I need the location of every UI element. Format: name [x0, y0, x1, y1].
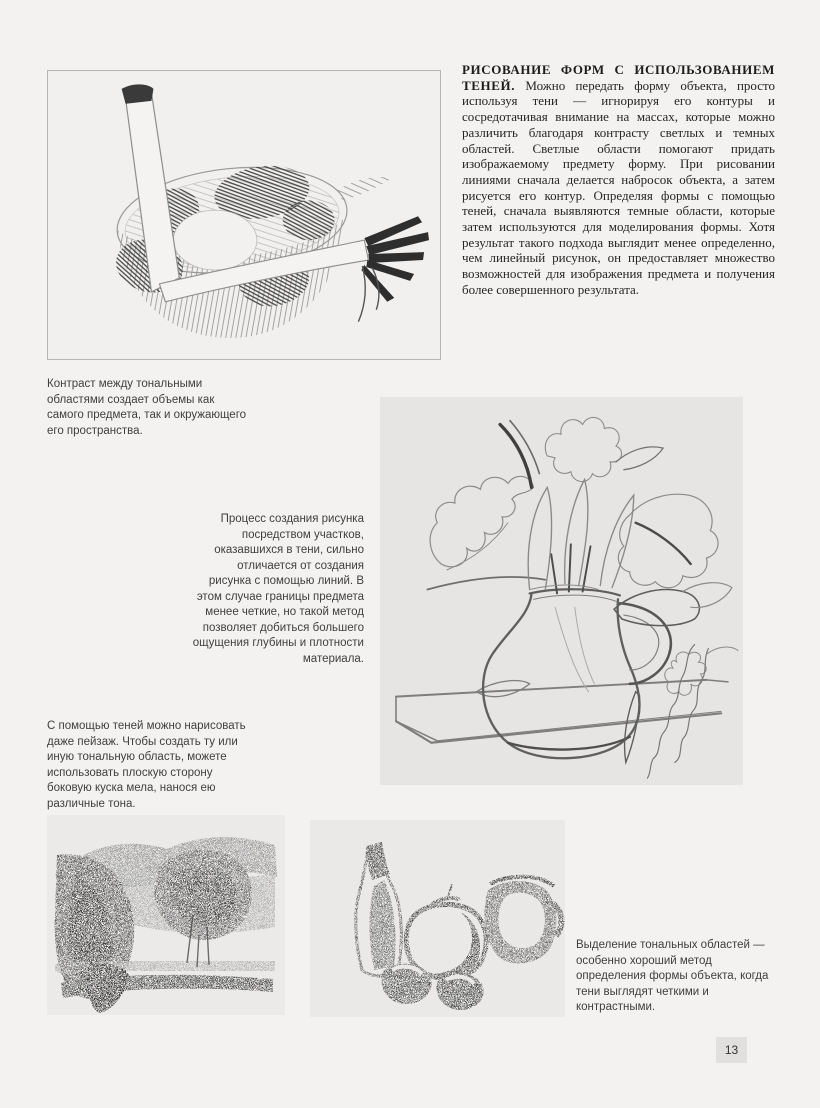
article-body: Можно передать форму объекта, просто используя тени — игнорируя его контуры и сосредотачивая внимание на массах, которые можно различить благодаря контрасту светлых и темных областей. Светлые области помогают придать изображаемому предмету форму. При рисовании линиями сначала делается набросок объекта, а затем рисуется его контур. Определяя формы с помощью теней, сначала выявляются темные области, которые затем используются для моделирования формы. Хотя результат такого подхода выглядит менее определенно, чем линейный рисунок, он предоставляет множество возможностей для изображения предмета и получения более совершенного результата.	[462, 77, 776, 297]
figure-bowl-sketch	[47, 70, 441, 360]
caption-landscape: С помощью теней можно нарисовать даже пейзаж. Чтобы создать ту или иную тональную область, можете использовать плоскую сторону боковую куска мела, нанося ею различные тона.	[47, 720, 246, 810]
caption-bowl: Контраст между тональными областями создает объемы как самого предмета, так и окружающего его пространства.	[47, 378, 247, 437]
caption-pitcher: Процесс создания рисунка посредством участков, оказавшихся в тени, сильно отличается от создания рисунка с помощью линий. В этом случае границы предмета менее четкие, но такой метод позволяет добиться большего ощущения глубины и плотности материала.	[192, 513, 364, 665]
stilllife-sketch-drawing	[310, 820, 565, 1017]
figure-pitcher-drawing	[380, 397, 743, 785]
caption-stilllife: Выделение тональных областей — особенно хороший метод определения формы объекта, когда тени выглядят четкими и контрастными.	[576, 939, 769, 1013]
pitcher-drawing	[380, 397, 743, 785]
figure-landscape-sketch	[47, 815, 285, 1015]
article-paragraph	[462, 62, 775, 298]
figure-stilllife-sketch	[310, 820, 565, 1017]
article-heading: РИСОВАНИЕ ФОРМ С ИСПОЛЬЗОВАНИЕМ ТЕНЕЙ.	[462, 62, 775, 93]
landscape-sketch-drawing	[47, 815, 285, 1015]
bowl-sketch-drawing	[48, 71, 440, 360]
article-text	[462, 62, 775, 298]
page-number: 13	[716, 1037, 747, 1063]
